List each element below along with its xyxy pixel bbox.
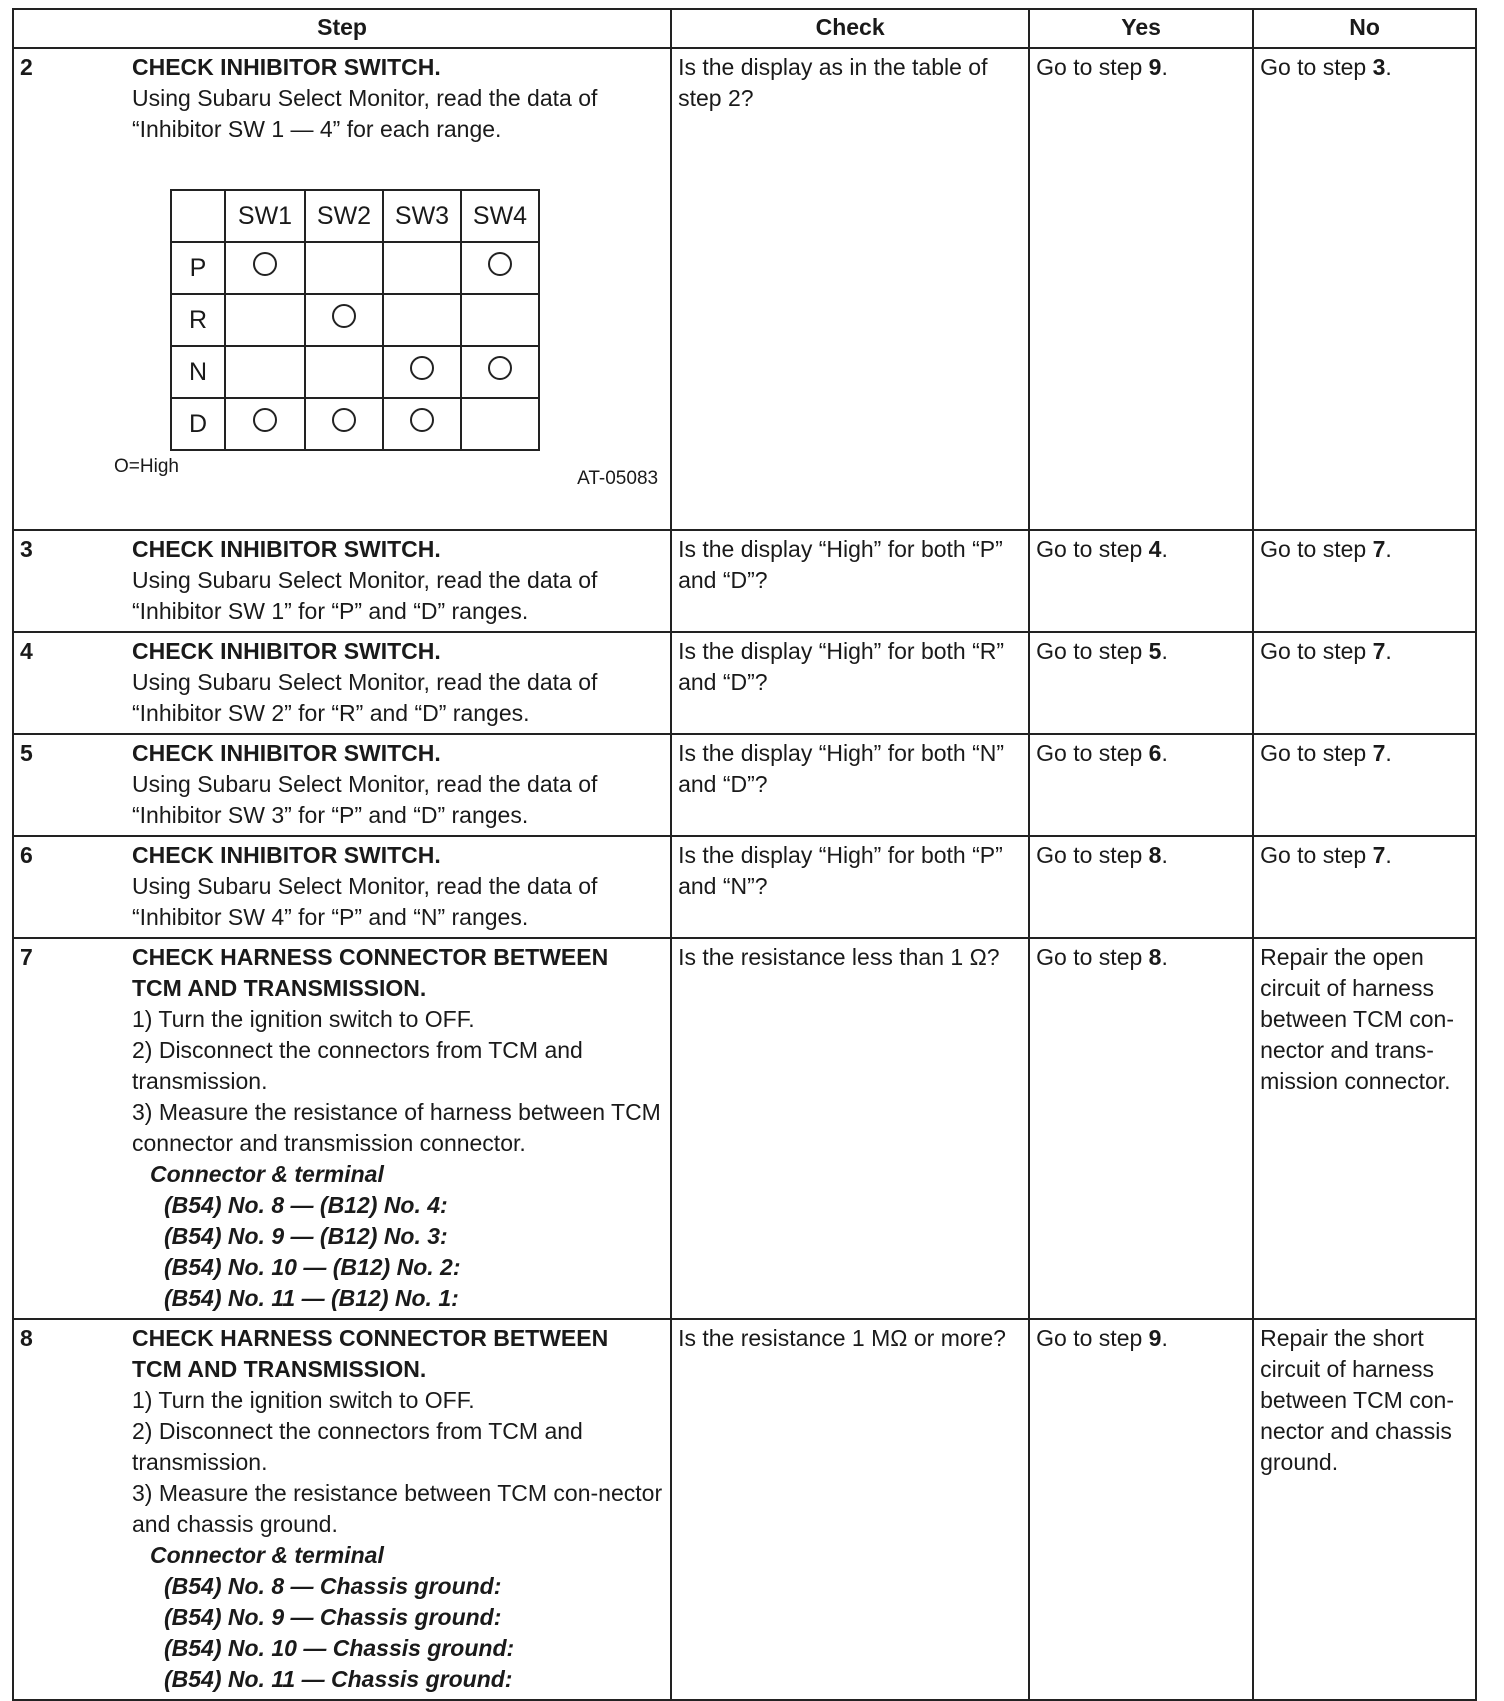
procedure-item: 3) Measure the resistance between TCM con-nector and chassis ground.	[132, 1480, 663, 1537]
connector-terminal-line: (B54) No. 11 — (B12) No. 1:	[164, 1285, 459, 1311]
step-text: Using Subaru Select Monitor, read the data of “Inhibitor SW 1 — 4” for each range.	[132, 85, 598, 142]
switch-cell	[225, 294, 305, 346]
check-cell: Is the display “High” for both “P” and “D”?	[671, 530, 1029, 632]
high-state-circle-icon	[488, 356, 512, 380]
yes-cell: Go to step 5.	[1029, 632, 1253, 734]
yes-cell: Go to step 8.	[1029, 836, 1253, 938]
step-cell	[13, 938, 671, 1319]
check-cell: Is the display “High” for both “N” and “D”?	[671, 734, 1029, 836]
switch-cell	[305, 294, 383, 346]
table-row	[13, 836, 1476, 938]
procedure-item: 2) Disconnect the connectors from TCM and transmission.	[132, 1418, 583, 1475]
step-title: CHECK HARNESS CONNECTOR BETWEEN TCM AND TRANSMISSION.	[132, 944, 609, 1001]
connector-terminal-line: (B54) No. 8 — Chassis ground:	[164, 1573, 502, 1599]
switch-column-header: SW4	[461, 190, 539, 242]
no-cell: Go to step 7.	[1253, 836, 1476, 938]
connector-terminal-heading: Connector & terminal	[150, 1161, 384, 1187]
step-text: Using Subaru Select Monitor, read the data of “Inhibitor SW 4” for “P” and “N” ranges.	[132, 873, 598, 930]
connector-terminal-line: (B54) No. 11 — Chassis ground:	[164, 1666, 513, 1692]
connector-terminal-line: (B54) No. 10 — (B12) No. 2:	[164, 1254, 461, 1280]
step-number: 2	[20, 54, 33, 80]
procedure-item: 1) Turn the ignition switch to OFF.	[132, 1006, 475, 1032]
step-cell	[13, 530, 671, 632]
no-cell: Repair the open circuit of harness between TCM con-nector and trans-mission connector.	[1253, 938, 1476, 1319]
high-state-circle-icon	[488, 252, 512, 276]
switch-table	[170, 189, 540, 451]
switch-cell	[461, 242, 539, 294]
yes-cell: Go to step 8.	[1029, 938, 1253, 1319]
step-number: 6	[20, 842, 33, 868]
switch-cell	[225, 242, 305, 294]
switch-cell	[305, 346, 383, 398]
table-row	[13, 632, 1476, 734]
switch-column-header: SW2	[305, 190, 383, 242]
switch-column-header: SW3	[383, 190, 461, 242]
no-cell: Go to step 7.	[1253, 632, 1476, 734]
step-cell	[13, 48, 671, 530]
high-state-circle-icon	[332, 408, 356, 432]
step-title: CHECK HARNESS CONNECTOR BETWEEN TCM AND TRANSMISSION.	[132, 1325, 609, 1382]
step-cell	[13, 1319, 671, 1700]
switch-cell	[225, 346, 305, 398]
step-title: CHECK INHIBITOR SWITCH.	[132, 740, 441, 766]
header-check: Check	[671, 9, 1029, 48]
switch-cell	[225, 398, 305, 450]
step-number: 5	[20, 740, 33, 766]
high-state-circle-icon	[410, 356, 434, 380]
high-state-circle-icon	[332, 304, 356, 328]
connector-terminal-line: (B54) No. 9 — (B12) No. 3:	[164, 1223, 448, 1249]
switch-cell	[461, 398, 539, 450]
range-label: P	[171, 242, 225, 294]
step-number: 3	[20, 536, 33, 562]
no-cell: Go to step 7.	[1253, 734, 1476, 836]
procedure-item: 1) Turn the ignition switch to OFF.	[132, 1387, 475, 1413]
step-title: CHECK INHIBITOR SWITCH.	[132, 842, 441, 868]
connector-terminal-line: (B54) No. 10 — Chassis ground:	[164, 1635, 515, 1661]
page	[12, 8, 1477, 1701]
table-row	[13, 48, 1476, 530]
yes-cell: Go to step 9.	[1029, 1319, 1253, 1700]
check-cell: Is the resistance less than 1 Ω?	[671, 938, 1029, 1319]
diagnostic-table	[12, 8, 1477, 1701]
switch-cell	[383, 398, 461, 450]
step-title: CHECK INHIBITOR SWITCH.	[132, 536, 441, 562]
step-text: Using Subaru Select Monitor, read the data of “Inhibitor SW 3” for “P” and “D” ranges.	[132, 771, 598, 828]
check-cell: Is the display “High” for both “R” and “D”?	[671, 632, 1029, 734]
range-label: R	[171, 294, 225, 346]
procedure-item: 3) Measure the resistance of harness between TCM connector and transmission connector.	[132, 1099, 661, 1156]
header-yes: Yes	[1029, 9, 1253, 48]
no-cell: Go to step 7.	[1253, 530, 1476, 632]
header-step: Step	[13, 9, 671, 48]
range-label: D	[171, 398, 225, 450]
header-row	[13, 9, 1476, 48]
no-cell: Go to step 3.	[1253, 48, 1476, 530]
step-number: 4	[20, 638, 33, 664]
connector-terminal-heading: Connector & terminal	[150, 1542, 384, 1568]
step-cell	[13, 632, 671, 734]
switch-cell	[383, 242, 461, 294]
step-number: 7	[20, 944, 33, 970]
step-cell	[13, 836, 671, 938]
high-state-circle-icon	[410, 408, 434, 432]
yes-cell: Go to step 4.	[1029, 530, 1253, 632]
step-number: 8	[20, 1325, 33, 1351]
switch-cell	[461, 346, 539, 398]
step-cell	[13, 734, 671, 836]
figure-id: AT-05083	[577, 468, 659, 489]
figure-legend: O=High	[114, 456, 179, 477]
connector-terminal-line: (B54) No. 9 — Chassis ground:	[164, 1604, 502, 1630]
check-cell: Is the display “High” for both “P” and “N”?	[671, 836, 1029, 938]
step-text: Using Subaru Select Monitor, read the data of “Inhibitor SW 2” for “R” and “D” ranges.	[132, 669, 598, 726]
switch-cell	[383, 346, 461, 398]
no-cell: Repair the short circuit of harness between TCM con-nector and chassis ground.	[1253, 1319, 1476, 1700]
switch-column-header: SW1	[225, 190, 305, 242]
check-cell: Is the resistance 1 MΩ or more?	[671, 1319, 1029, 1700]
high-state-circle-icon	[253, 408, 277, 432]
high-state-circle-icon	[253, 252, 277, 276]
table-row	[13, 734, 1476, 836]
connector-terminal-line: (B54) No. 8 — (B12) No. 4:	[164, 1192, 448, 1218]
table-row	[13, 530, 1476, 632]
step-text: Using Subaru Select Monitor, read the data of “Inhibitor SW 1” for “P” and “D” ranges.	[132, 567, 598, 624]
switch-table-corner	[171, 190, 225, 242]
table-row	[13, 938, 1476, 1319]
range-label: N	[171, 346, 225, 398]
procedure-item: 2) Disconnect the connectors from TCM and transmission.	[132, 1037, 583, 1094]
step-title: CHECK INHIBITOR SWITCH.	[132, 638, 441, 664]
switch-cell	[305, 242, 383, 294]
table-row	[13, 1319, 1476, 1700]
switch-cell	[461, 294, 539, 346]
header-no: No	[1253, 9, 1476, 48]
inhibitor-switch-figure	[114, 155, 664, 525]
step-title: CHECK INHIBITOR SWITCH.	[132, 54, 441, 80]
switch-cell	[383, 294, 461, 346]
yes-cell: Go to step 9.	[1029, 48, 1253, 530]
check-cell: Is the display as in the table of step 2?	[671, 48, 1029, 530]
switch-cell	[305, 398, 383, 450]
yes-cell: Go to step 6.	[1029, 734, 1253, 836]
